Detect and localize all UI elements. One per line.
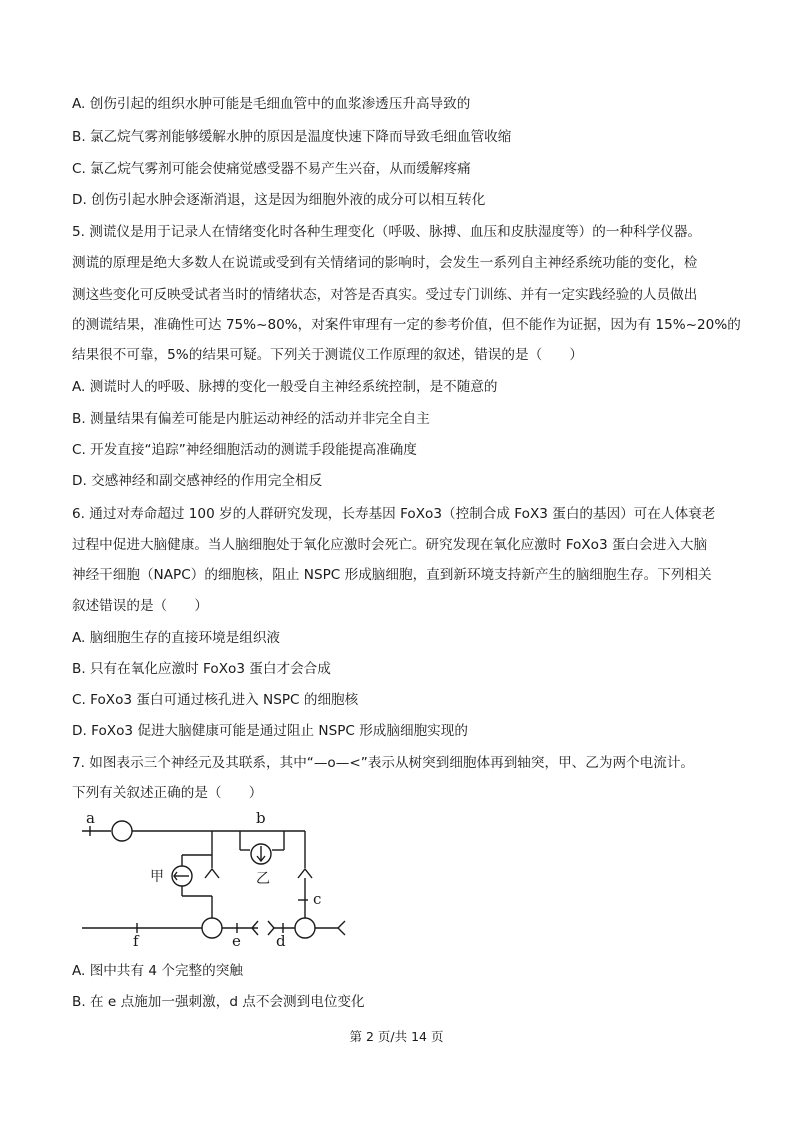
q7-option-b: B. 在 e 点施加一强刺激，d 点不会测到电位变化 — [72, 994, 365, 1010]
q7-stem-line: 下列有关叙述正确的是（ ） — [72, 785, 263, 801]
q5-option-c: C. 开发直接“追踪”神经细胞活动的测谎手段能提高准确度 — [72, 442, 417, 458]
q5-stem-line: 结果很不可靠，5%的结果可疑。下列关于测谎仪工作原理的叙述，错误的是（ ） — [72, 347, 583, 363]
q6-stem-line: 神经干细胞（NAPC）的细胞核，阻止 NSPC 形成脑细胞，直到新环境支持新产生的脑细胞生存。下列相关 — [72, 567, 712, 583]
neuron-cell-body-top — [112, 821, 132, 841]
label-e: e — [232, 932, 241, 950]
q6-option-d: D. FoXo3 促进大脑健康可能是通过阻止 NSPC 形成脑细胞实现的 — [72, 723, 468, 739]
q5-stem-line: 的测谎结果，准确性可达 75%~80%，对案件审理有一定的参考价值，但不能作为证据，因为有 15%~20%的 — [72, 317, 741, 333]
neuron-cell-body-right — [295, 918, 315, 938]
q7-option-a: A. 图中共有 4 个完整的突触 — [72, 963, 243, 979]
q5-stem-line: 测这些变化可反映受试者当时的情绪状态，对答是否真实。受过专门训练、并有一定实践经验的人员做出 — [72, 287, 698, 303]
q5-stem-line: 测谎的原理是绝大多数人在说谎或受到有关情绪词的影响时，会发生一系列自主神经系统功能的变化，检 — [72, 255, 698, 271]
label-yi: 乙 — [256, 871, 270, 887]
label-jia: 甲 — [150, 869, 164, 885]
q5-option-d: D. 交感神经和副交感神经的作用完全相反 — [72, 473, 323, 489]
label-d: d — [276, 932, 286, 950]
neuron-cell-body-middle — [202, 918, 222, 938]
q6-option-a: A. 脑细胞生存的直接环境是组织液 — [72, 630, 281, 646]
page-footer: 第 2 页/共 14 页 — [349, 1029, 444, 1044]
q4-option-d: D. 创伤引起水肿会逐渐消退，这是因为细胞外液的成分可以相互转化 — [72, 192, 486, 208]
q5-stem-line: 5. 测谎仪是用于记录人在情绪变化时各种生理变化（呼吸、脉搏、血压和皮肤湿度等）的一种科学仪器。 — [72, 224, 702, 240]
label-f: f — [133, 932, 139, 950]
q5-option-b: B. 测量结果有偏差可能是内脏运动神经的活动并非完全自主 — [72, 411, 430, 427]
q4-option-c: C. 氯乙烷气雾剂可能会使痛觉感受器不易产生兴奋，从而缓解疼痛 — [72, 161, 471, 177]
label-c: c — [313, 890, 322, 908]
q6-stem-line: 6. 通过对寿命超过 100 岁的人群研究发现，长寿基因 FoXo3（控制合成 FoX3 蛋白的基因）可在人体衰老 — [72, 506, 716, 522]
q7-stem-line: 7. 如图表示三个神经元及其联系，其中“—o—<”表示从树突到细胞体再到轴突，甲、乙为两个电流计。 — [72, 755, 695, 771]
q6-stem-line: 叙述错误的是（ ） — [72, 598, 208, 614]
q4-option-b: B. 氯乙烷气雾剂能够缓解水肿的原因是温度快速下降而导致毛细血管收缩 — [72, 129, 512, 145]
q6-option-b: B. 只有在氧化应激时 FoXo3 蛋白才会合成 — [72, 661, 331, 677]
q6-option-c: C. FoXo3 蛋白可通过核孔进入 NSPC 的细胞核 — [72, 692, 359, 708]
q6-stem-line: 过程中促进大脑健康。当人脑细胞处于氧化应激时会死亡。研究发现在氧化应激时 FoXo3 蛋白会进入大脑 — [72, 537, 708, 553]
q5-option-a: A. 测谎时人的呼吸、脉搏的变化一般受自主神经系统控制，是不随意的 — [72, 379, 498, 395]
q4-option-a: A. 创伤引起的组织水肿可能是毛细血管中的血浆渗透压升高导致的 — [72, 96, 471, 112]
label-a: a — [86, 809, 95, 827]
label-b: b — [256, 809, 266, 827]
